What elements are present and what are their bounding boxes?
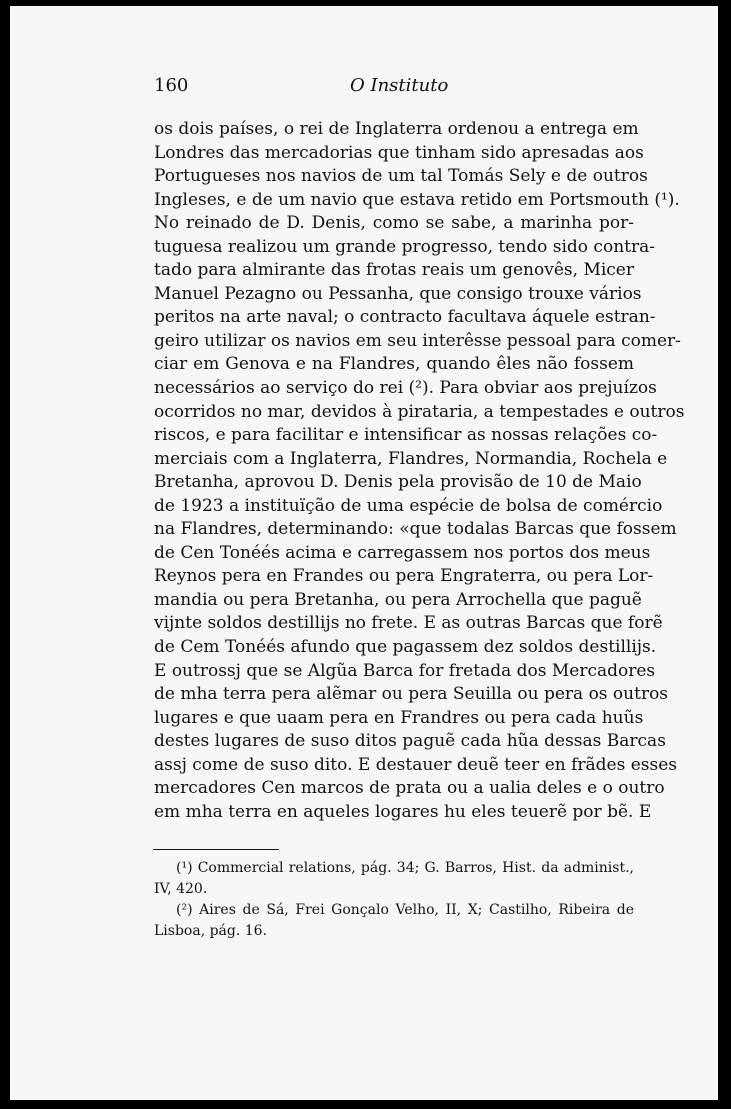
footnote-divider [153, 849, 279, 850]
text-line: peritos na arte naval; o contracto facultava áquele estran- [154, 307, 656, 328]
text-line: vijnte soldos destillijs no frete. E as outras Barcas que forẽ [154, 613, 663, 634]
footnote-1-continuation: IV, 420. [154, 881, 208, 897]
text-line: de 1923 a instituïção de uma espécie de bolsa de comércio [154, 495, 663, 516]
text-line: necessários ao serviço do rei (²). Para obviar aos prejuízos [154, 378, 657, 399]
page-number: 160 [154, 75, 189, 96]
text-line: de Cem Tonéés afundo que pagassem dez soldos destillijs. [154, 637, 657, 658]
text-line: de Cen Tonéés acima e carregassem nos portos dos meus [154, 542, 651, 563]
text-line: E outrossj que se Algũa Barca for fretada dos Mercadores [154, 660, 656, 681]
text-line: Manuel Pezagno ou Pessanha, que consigo trouxe vários [154, 283, 642, 304]
page-header [154, 75, 632, 105]
footnote-2: (²) Aires de Sá, Frei Gonçalo Velho, II, X; Castilho, Ribeira de [176, 902, 634, 918]
text-line: ciar em Genova e na Flandres, quando êles não fossem [154, 354, 634, 375]
text-line: tado para almirante das frotas reais um genovês, Micer [154, 260, 634, 281]
footnote-2-continuation: Lisboa, pág. 16. [154, 923, 268, 939]
text-line: assj come de suso dito. E destauer deuẽ teer en frãdes esses [154, 754, 678, 775]
text-line: tuguesa realizou um grande progresso, tendo sido contra- [154, 236, 655, 257]
text-line: ocorridos no mar, devidos à pirataria, a tempestades e outros [154, 401, 685, 422]
text-line: Londres das mercadorias que tinham sido apresadas aos [154, 142, 644, 163]
text-line: Ingleses, e de um navio que estava retido em Portsmouth (¹). [154, 189, 680, 210]
text-line: Reynos pera en Frandes ou pera Engraterra, ou pera Lor- [154, 566, 654, 587]
document-page [10, 6, 718, 1100]
text-line: geiro utilizar os navios em seu interêsse pessoal para comer- [154, 330, 681, 351]
text-line: em mha terra en aqueles logares hu eles teuerẽ por bẽ. E [154, 801, 652, 822]
text-line: Bretanha, aprovou D. Denis pela provisão de 10 de Maio [154, 472, 642, 493]
text-line: merciais com a Inglaterra, Flandres, Normandia, Rochela e [154, 448, 668, 469]
text-line: destes lugares de suso ditos paguẽ cada hũa dessas Barcas [154, 731, 666, 752]
text-line: na Flandres, determinando: «que todalas Barcas que fossem [154, 519, 677, 540]
running-title: O Instituto [350, 75, 449, 96]
text-line: No reinado de D. Denis, como se sabe, a marinha por- [154, 213, 634, 234]
text-line: Portugueses nos navios de um tal Tomás Sely e de outros [154, 166, 648, 187]
text-line: de mha terra pera alẽmar ou pera Seuilla ou pera os outros [154, 684, 669, 705]
footnote-1: (¹) Commercial relations, pág. 34; G. Barros, Hist. da administ., [176, 860, 634, 876]
body-text [154, 118, 685, 824]
text-line: os dois países, o rei de Inglaterra ordenou a entrega em [154, 119, 639, 139]
text-line: mandia ou pera Bretanha, ou pera Arrochella que paguẽ [154, 589, 642, 610]
footnotes [154, 858, 634, 942]
text-line: mercadores Cen marcos de prata ou a ualia deles e o outro [154, 778, 665, 799]
text-line: lugares e que uaam pera en Frandres ou pera cada huũs [154, 707, 644, 728]
text-line: riscos, e para facilitar e intensificar as nossas relações co- [154, 425, 658, 446]
